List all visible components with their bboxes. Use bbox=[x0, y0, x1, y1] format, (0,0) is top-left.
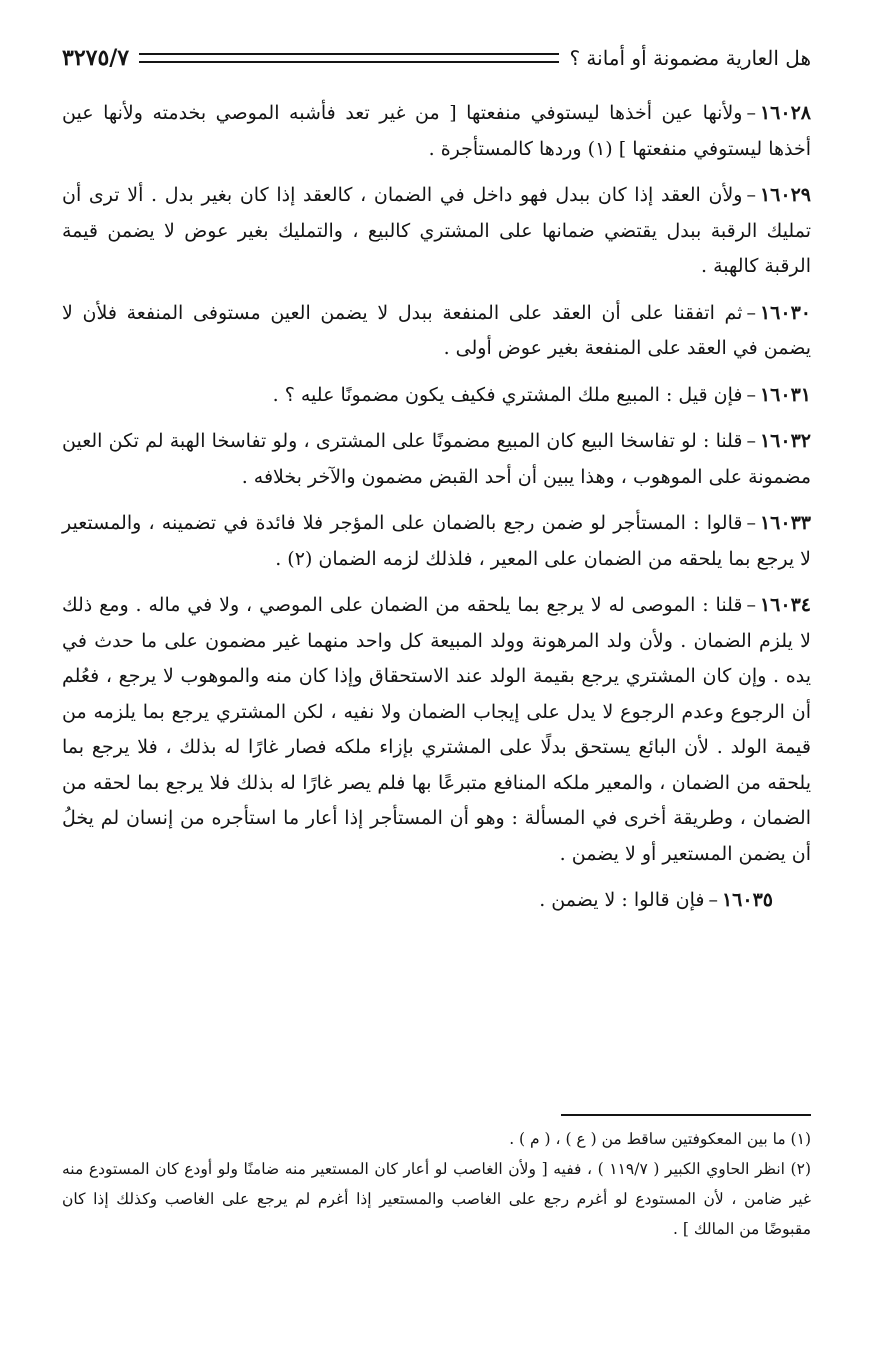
paragraph-16028 bbox=[62, 96, 811, 167]
paragraph-text: ولأنها عين أخذها ليستوفي منفعتها [ من غير تعد فأشبه الموصي بخدمته ولأنها عين أخذها ليستوفي منفعتها ] (١) وردها كالمستأجرة . bbox=[62, 102, 811, 160]
paragraph-text: قلنا : الموصى له لا يرجع بما يلحقه من الضمان على الموصي ، ولا في ماله . ومع ذلك لا يلزم الضمان . ولأن ولد المرهونة وولد المبيعة كل واحد منهما غير مضمون على ما حدث في يده . وإن كان المشتري يرجع بقيمة الولد عند الاستحقاق وإذا كان منه والموهوب لا يرجع ، فعُلم أن الرجوع وعدم الرجوع لا يدل على إيجاب الضمان ولا نفيه ، لكن المشتري يرجع بما يلزمه من قيمة الولد . لأن البائع يستحق بدلًا على المشتري بإزاء ملكه فصار غارًا له بذلك ، فلا يرجع بما يلحقه من الضمان ، والمعير ملكه المنافع متبرعًا بها فلم يصر غارًا له بذلك فلا يرجع بما لحقه من الضمان ، وطريقة أخرى في المسألة : وهو أن المستأجر إذا أعار ما استأجره من إنسان لم يخلُ أن يضمن المستعير أو لا يضمن . bbox=[62, 594, 811, 865]
dash: – bbox=[746, 512, 756, 534]
running-title: هل العارية مضمونة أو أمانة ؟ bbox=[569, 46, 811, 70]
paragraph-number: ١٦٠٣٤ bbox=[759, 594, 811, 616]
paragraph-16033 bbox=[62, 506, 811, 577]
footnote-2: (٢) انظر الحاوي الكبير ( ١١٩/٧ ) ، ففيه [ ولأن الغاصب لو أعار كان المستعير منه ضامنًا ولو أودع كان المستودع منه غير ضامن ، لأن المستودع لو أغرم رجع على الغاصب والمستعير إذا أغرم لم يرجع على الغاصب وكذلك إذا كان مقبوضًا من المالك ] . bbox=[62, 1160, 811, 1238]
page-header bbox=[62, 36, 811, 80]
dash: – bbox=[746, 301, 756, 324]
paragraph-16035 bbox=[62, 883, 811, 919]
dash: – bbox=[746, 594, 756, 616]
dash: – bbox=[746, 383, 756, 406]
paragraph-text: ثم اتفقنا على أن العقد على المنفعة ببدل لا يضمن العين مستوفى المنفعة فلأن لا يضمن في العقد على المنفعة بغير عوض أولى . bbox=[62, 301, 811, 359]
paragraph-text: قالوا : المستأجر لو ضمن رجع بالضمان على المؤجر فلا فائدة في تضمينه ، والمستعير لا يرجع بما يلحقه من الضمان على المعير ، فلذلك لزمه الضمان (٢) . bbox=[62, 512, 811, 570]
main-text bbox=[62, 96, 811, 930]
page-number: ٣٢٧٥/٧ bbox=[62, 45, 130, 71]
paragraph-16034 bbox=[62, 588, 811, 872]
footnote-separator bbox=[561, 1114, 811, 1116]
paragraph-number: ١٦٠٣٥ bbox=[721, 889, 773, 911]
paragraph-number: ١٦٠٣٠ bbox=[759, 301, 811, 324]
footnote-1: (١) ما بين المعكوفتين ساقط من ( ع ) ، ( م ) . bbox=[509, 1130, 811, 1148]
paragraph-text: فإن قيل : المبيع ملك المشتري فكيف يكون مضمونًا عليه ؟ . bbox=[272, 383, 743, 406]
paragraph-number: ١٦٠٢٨ bbox=[759, 102, 811, 124]
dash: – bbox=[708, 889, 718, 911]
paragraph-number: ١٦٠٢٩ bbox=[759, 184, 811, 206]
paragraph-16031 bbox=[62, 378, 811, 414]
paragraph-text: ولأن العقد إذا كان ببدل فهو داخل في الضمان ، كالعقد إذا كان بغير بدل . ألا ترى أن تمليك الرقبة ببدل يقتضي ضمانها على المشتري كالبيع ، والتمليك بغير عوض لا يضمن قيمة الرقبة كالهبة . bbox=[62, 184, 811, 277]
paragraph-text: قلنا : لو تفاسخا البيع كان المبيع مضمونًا على المشترى ، ولو تفاسخا الهبة لم تكن العين مضمونة على الموهوب ، وهذا يبين أن أحد القبض مضمون والآخر بخلافه . bbox=[62, 430, 811, 488]
paragraph-16030 bbox=[62, 296, 811, 367]
dash: – bbox=[746, 102, 756, 124]
paragraph-16032 bbox=[62, 424, 811, 495]
footnotes bbox=[62, 1124, 811, 1244]
header-rule bbox=[139, 53, 559, 63]
paragraph-number: ١٦٠٣٣ bbox=[759, 512, 811, 534]
paragraph-number: ١٦٠٣١ bbox=[759, 383, 811, 406]
paragraph-text: فإن قالوا : لا يضمن . bbox=[539, 889, 705, 911]
paragraph-number: ١٦٠٣٢ bbox=[759, 430, 811, 452]
dash: – bbox=[746, 430, 756, 452]
paragraph-16029 bbox=[62, 178, 811, 285]
dash: – bbox=[746, 184, 756, 206]
